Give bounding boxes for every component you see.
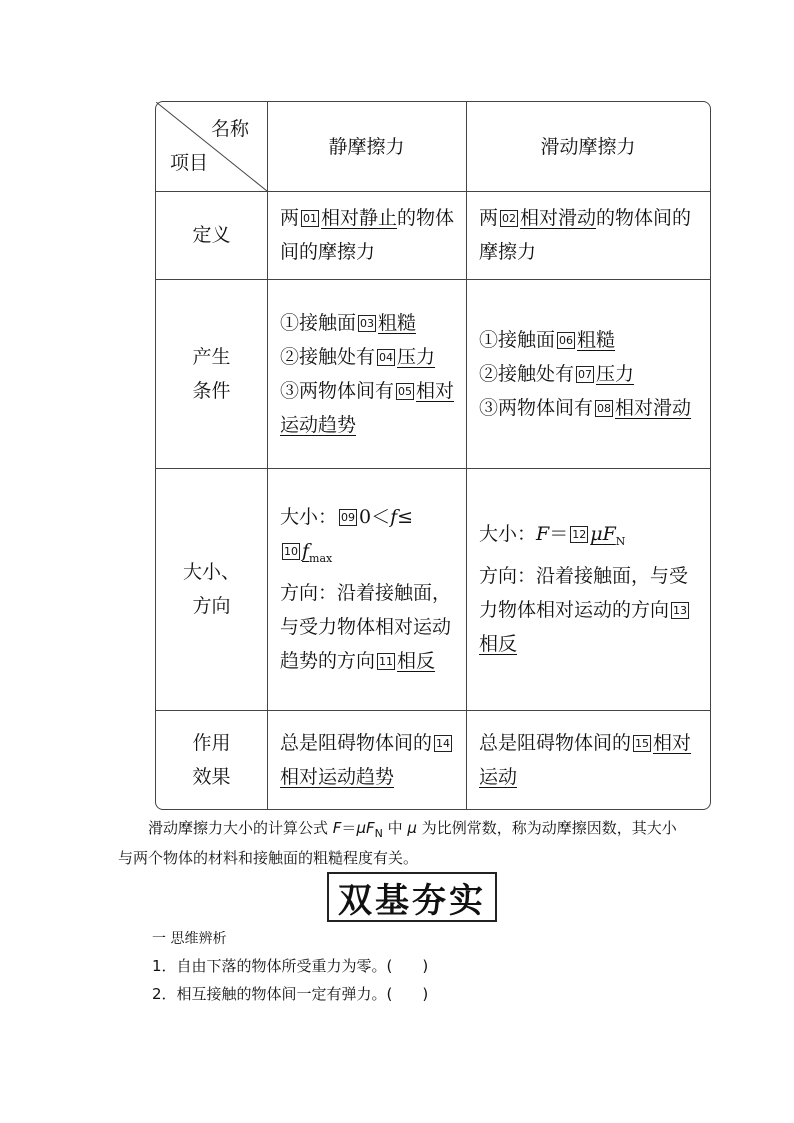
subscript: max bbox=[309, 551, 333, 565]
answer: 相反 bbox=[479, 632, 518, 655]
text: ＝ bbox=[341, 819, 357, 837]
text: ②接触处有 bbox=[280, 345, 376, 368]
text: ≤ bbox=[397, 506, 414, 529]
text: 为比例常数，称为动摩擦因数，其大小与两个物体的材料和接触面的粗糙程度有关。 bbox=[118, 819, 677, 867]
symbol-f: f bbox=[390, 506, 398, 529]
answer: 相对滑动 bbox=[520, 207, 597, 229]
blank-marker: 06 bbox=[559, 333, 574, 347]
question-item: 2．相互接触的物体间一定有弹力。( ) bbox=[152, 985, 429, 1003]
friction-table bbox=[155, 101, 711, 810]
symbol-mu: μ bbox=[356, 819, 366, 837]
symbol-F: F bbox=[536, 523, 550, 546]
conditions-sliding bbox=[479, 279, 699, 468]
question-item: 1．自由下落的物体所受重力为零。( ) bbox=[152, 957, 429, 975]
answer: 相对运动趋势 bbox=[280, 765, 395, 788]
blank-marker: 15 bbox=[635, 736, 650, 750]
header-sliding-friction: 滑动摩擦力 bbox=[540, 135, 636, 158]
symbol-F: F bbox=[332, 819, 342, 837]
text: 方向：沿着接触面，与受力物体相对运动的方向 bbox=[479, 564, 689, 621]
effect-static bbox=[280, 710, 456, 809]
blank-marker: 13 bbox=[673, 603, 688, 617]
magnitude-sliding bbox=[479, 468, 699, 710]
symbol-mu: μ bbox=[590, 523, 603, 546]
subscript: N bbox=[615, 534, 626, 548]
text: ③两物体间有 bbox=[280, 379, 395, 402]
text: 中 bbox=[382, 819, 408, 837]
text: 两 bbox=[280, 207, 300, 229]
label-line: 条件 bbox=[192, 379, 231, 402]
symbol-f: f bbox=[302, 540, 310, 563]
answer: 相对运动趋势 bbox=[280, 379, 455, 436]
text: ①接触面 bbox=[479, 328, 556, 351]
formula-paragraph bbox=[118, 816, 678, 871]
blank-marker: 08 bbox=[597, 401, 612, 415]
section-banner bbox=[327, 872, 497, 922]
blank-marker: 14 bbox=[436, 736, 451, 750]
answer: 相对静止 bbox=[321, 207, 398, 229]
blank-marker: 01 bbox=[303, 212, 318, 225]
magnitude-static bbox=[280, 468, 456, 710]
section-heading: 一 思维辨析 bbox=[152, 931, 227, 947]
label-line: 作用 bbox=[192, 731, 231, 754]
blank-marker: 07 bbox=[578, 367, 593, 381]
text: 总是阻碍物体间的 bbox=[280, 731, 433, 754]
answer: 压力 bbox=[397, 345, 436, 368]
label-line: 效果 bbox=[192, 765, 231, 788]
answer: 相对运动 bbox=[479, 731, 692, 788]
text: 两 bbox=[479, 207, 499, 229]
label-line: 产生 bbox=[192, 345, 231, 368]
text: 方向：沿着接触面，与受力物体相对运动趋势的方向 bbox=[280, 581, 452, 672]
symbol-F: F bbox=[365, 819, 375, 837]
effect-sliding bbox=[479, 710, 699, 809]
blank-marker: 10 bbox=[284, 545, 298, 559]
answer: 粗糙 bbox=[378, 311, 417, 334]
answer: 相对滑动 bbox=[615, 396, 692, 419]
text: 大小： bbox=[280, 506, 338, 529]
definition-static bbox=[280, 191, 456, 279]
text: ①接触面 bbox=[280, 311, 357, 334]
text: ②接触处有 bbox=[479, 362, 575, 385]
table-divider bbox=[466, 102, 467, 809]
row-label-effect bbox=[156, 710, 267, 809]
text: 总是阻碍物体间的 bbox=[479, 731, 632, 754]
blank-marker: 09 bbox=[341, 511, 356, 525]
table-divider bbox=[267, 102, 268, 809]
blank-marker: 04 bbox=[379, 350, 394, 364]
answer: 压力 bbox=[596, 362, 635, 385]
text: 0＜ bbox=[359, 506, 391, 529]
text: ③两物体间有 bbox=[479, 396, 594, 419]
symbol-F: F bbox=[602, 523, 616, 546]
header-top-label: 名称 bbox=[211, 118, 250, 140]
banner-title: 双基夯实 bbox=[338, 880, 486, 921]
row-label-conditions bbox=[156, 279, 267, 468]
header-bottom-label: 项目 bbox=[170, 152, 209, 174]
blank-marker: 12 bbox=[572, 528, 587, 542]
label-line: 方向 bbox=[192, 595, 231, 617]
label-line: 大小、 bbox=[182, 561, 240, 583]
text: ＝ bbox=[549, 523, 569, 546]
answer: 粗糙 bbox=[577, 328, 616, 351]
answer: 相反 bbox=[397, 649, 436, 672]
header-static-friction: 静摩擦力 bbox=[328, 135, 405, 158]
text: 的物体间的摩擦力 bbox=[280, 207, 455, 263]
blank-marker: 03 bbox=[360, 316, 375, 330]
blank-marker: 02 bbox=[502, 212, 517, 225]
text: 滑动摩擦力大小的计算公式 bbox=[148, 819, 333, 837]
conditions-static bbox=[280, 279, 456, 468]
row-label-definition: 定义 bbox=[192, 224, 231, 246]
definition-sliding bbox=[479, 191, 699, 279]
text: 大小： bbox=[479, 523, 537, 546]
blank-marker: 05 bbox=[398, 384, 413, 398]
text: 的物体间的摩擦力 bbox=[479, 207, 692, 263]
row-label-magnitude-direction bbox=[156, 468, 267, 710]
blank-marker: 11 bbox=[379, 654, 394, 668]
symbol-mu: μ bbox=[407, 819, 417, 837]
subscript: N bbox=[374, 827, 383, 840]
